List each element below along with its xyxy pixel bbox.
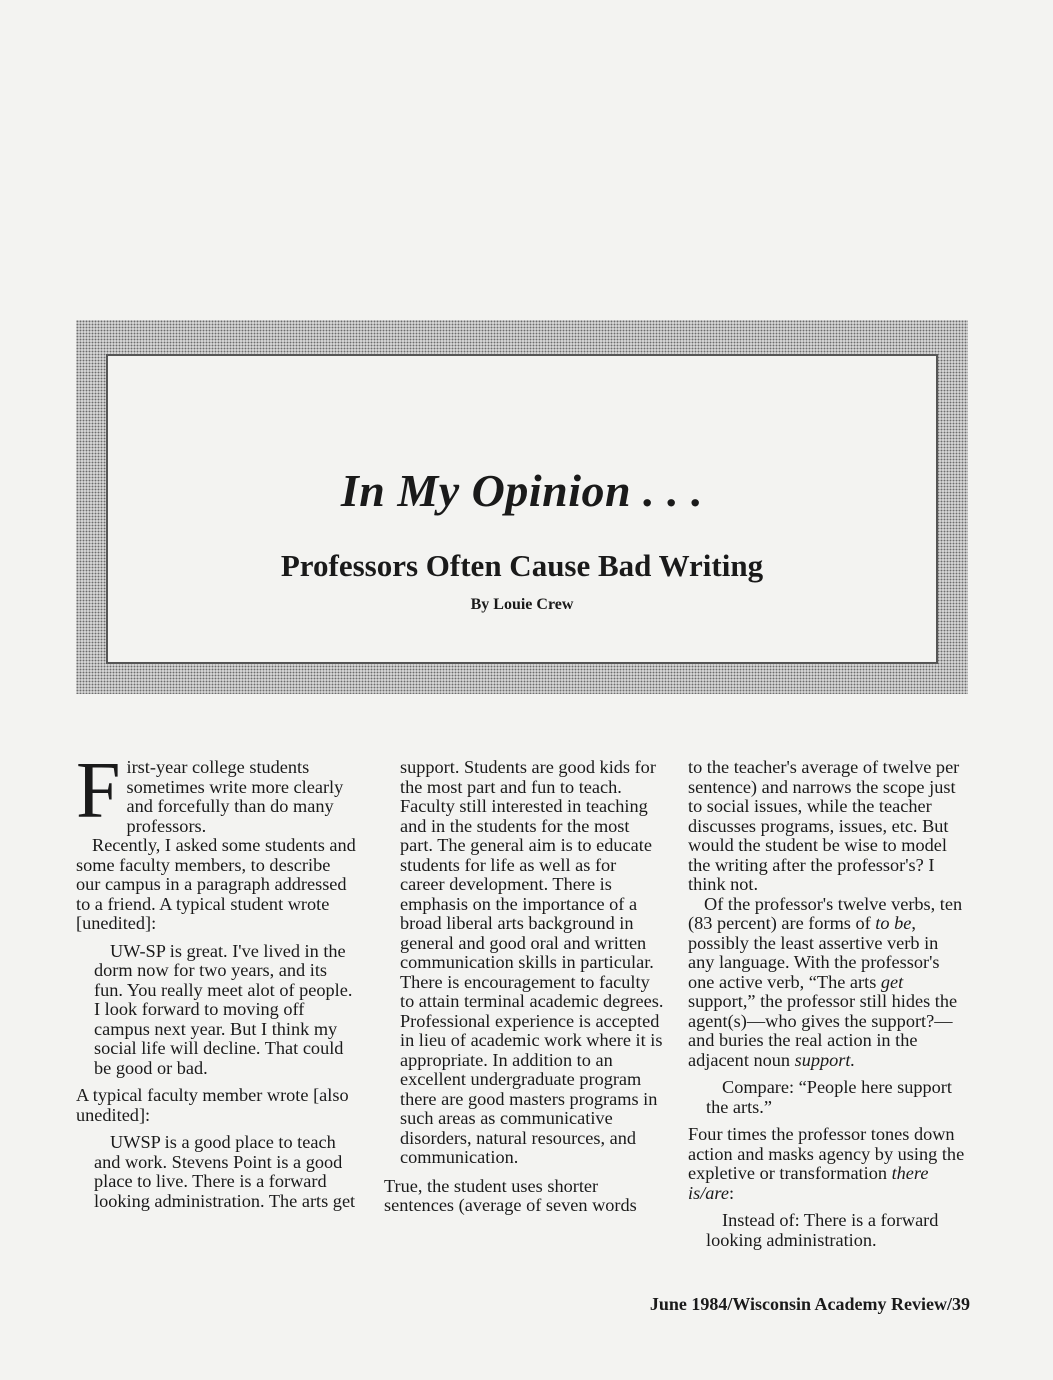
- text-run: Of the professor's twelve verbs, ten (83 percent) are forms of: [688, 893, 963, 933]
- paragraph-opening: [76, 747, 356, 836]
- title-banner-inner: [106, 354, 938, 664]
- student-quote: UW-SP is great. I've lived in the dorm now for two years, and its fun. You really meet alot of people. I look forward to moving off campus next year. But I think my social life will decline. That could be good or bad.: [94, 940, 353, 1078]
- emphasis: to be: [875, 913, 912, 933]
- paragraph-expletive: [688, 1125, 968, 1203]
- instead-quote: Instead of: There is a forward looking administration.: [706, 1210, 939, 1250]
- page-footer-folio: June 1984/Wisconsin Academy Review/39: [649, 1294, 970, 1314]
- paragraph: A typical faculty member wrote [also unedited]:: [76, 1085, 349, 1125]
- faculty-quote-continued: support. Students are good kids for the most part and fun to teach. Faculty still interested in teaching and in the students for the most part. The general aim is to educate students for life as well as for career development. There is emphasis on the importance of a broad liberal arts background in general and good oral and written communication skills in particular. There is encouragement to faculty to attain terminal academic degrees. Professional experience is accepted in lieu of academic work where it is appropriate. In addition to an excellent undergraduate program there are good masters programs in such areas as communicative disorders, natural resources, and communication.: [400, 757, 664, 1167]
- text-run: , possibly the least assertive verb in any language. With the professor's one active verb, “The arts: [688, 913, 940, 992]
- emphasis: support.: [794, 1049, 856, 1070]
- article-column-2: [384, 758, 664, 1216]
- faculty-quote: UWSP is a good place to teach and work. Stevens Point is a good place to live. There is a forward looking administration. The arts get: [94, 1132, 356, 1211]
- text-run: Four times the professor tones down action and masks agency by using the expletive or transformation: [688, 1124, 965, 1183]
- drop-cap: F: [76, 747, 121, 835]
- title-banner: [76, 320, 968, 694]
- article-column-1: [76, 747, 356, 1211]
- paragraph: True, the student uses shorter sentences (average of seven words: [384, 1175, 637, 1215]
- emphasis: there is/are: [688, 1163, 929, 1203]
- column-title: In My Opinion . . .: [340, 465, 704, 516]
- article-headline: Professors Often Cause Bad Writing: [280, 548, 764, 583]
- text-run: :: [728, 1182, 735, 1203]
- text-run: support,” the professor still hides the agent(s)—who gives the support?—and buries the real action in the adjacent noun: [688, 991, 958, 1070]
- opening-text: irst-year college students sometimes write more clearly and forcefully than do many professors.: [126, 757, 344, 836]
- paragraph-continued: to the teacher's average of twelve per sentence) and narrows the scope just to social issues, while the teacher discusses programs, issues, etc. But would the student be wise to model the writing after the professor's? I think not.: [688, 757, 960, 894]
- article-column-3: [688, 758, 968, 1258]
- emphasis: get: [880, 971, 904, 992]
- compare-quote: Compare: “People here support the arts.”: [706, 1077, 952, 1117]
- byline: By Louie Crew: [470, 596, 574, 613]
- paragraph-verbs: [688, 895, 968, 1071]
- paragraph: Recently, I asked some students and some faculty members, to describe our campus in a paragraph addressed to a friend. A typical student wrote [unedited]:: [76, 835, 356, 933]
